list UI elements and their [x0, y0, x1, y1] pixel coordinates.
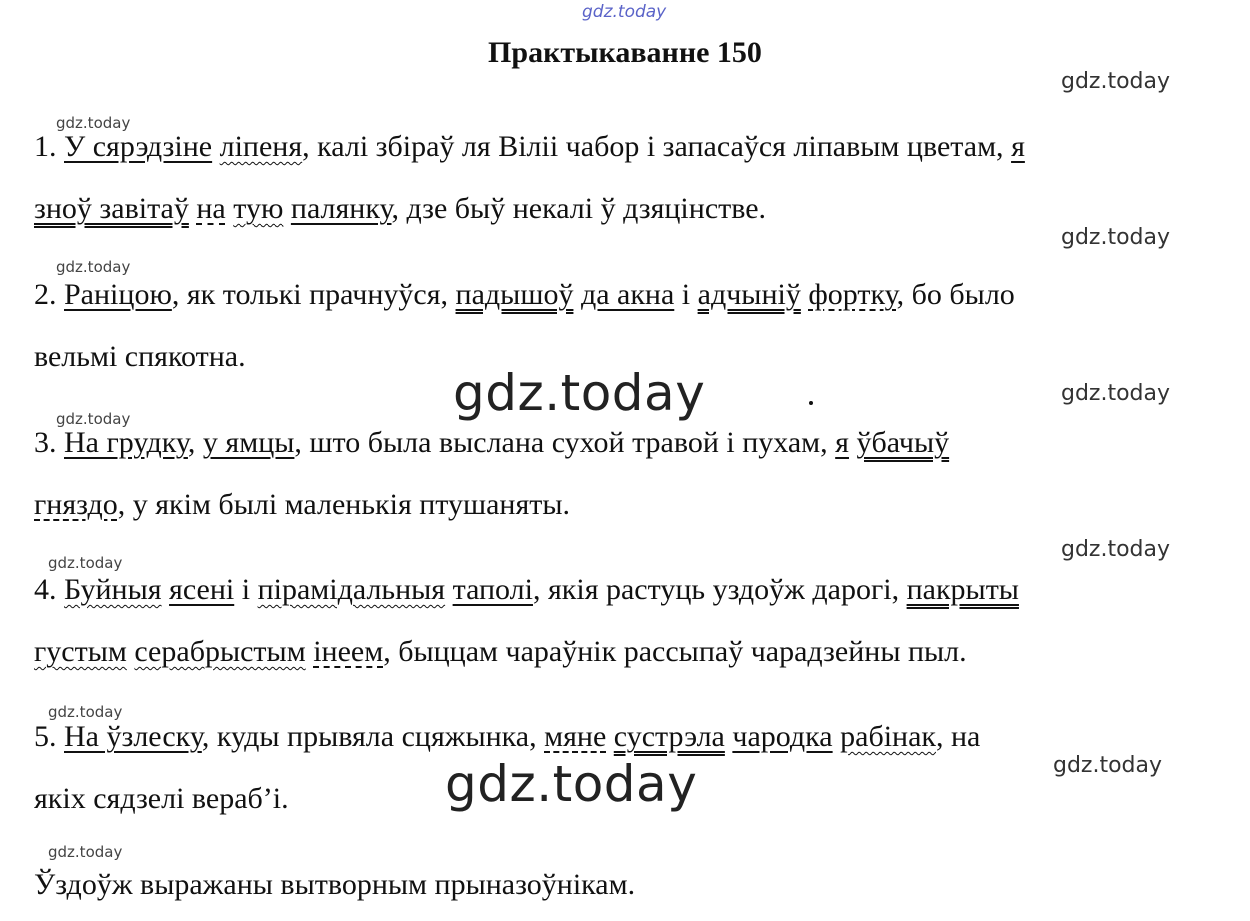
underlined-word: пакрыты [906, 573, 1019, 606]
underlined-word: падышоў [455, 278, 574, 311]
page-title: Практыкаванне 150 [488, 36, 762, 69]
text-line [34, 865, 635, 905]
underlined-word: інеем [313, 635, 384, 668]
underlined-word: палянку [290, 192, 392, 225]
text-line [34, 632, 967, 672]
underlined-word: адчыніў [697, 278, 801, 311]
underlined-word: пірамідальныя [257, 573, 446, 606]
watermark-small: gdz.today [48, 554, 123, 572]
underlined-word: На ўзлеску [64, 720, 202, 753]
text-line [34, 275, 1015, 315]
underlined-word: гняздо [34, 488, 118, 521]
text-segment [212, 130, 220, 163]
underlined-word: мяне [544, 720, 607, 753]
watermark-large: gdz.today [453, 364, 706, 422]
text-segment: , бо было [896, 278, 1015, 311]
text-segment: , калі збіраў ля Віліі чабор і запасаўся ліпавым цветам, [302, 130, 1012, 163]
text-segment [283, 192, 291, 225]
text-line [34, 423, 949, 463]
underlined-word: ясені [169, 573, 235, 606]
watermark-right: gdz.today [1061, 225, 1171, 250]
text-line [34, 485, 570, 525]
text-line [34, 570, 1019, 610]
watermark-large: gdz.today [445, 755, 698, 813]
underlined-word: чародка [732, 720, 833, 753]
text-segment [573, 278, 581, 311]
text-segment: , у якім былі маленькія птушаняты. [117, 488, 571, 521]
underlined-word: ўбачыў [856, 426, 950, 459]
text-segment: , што была выслана сухой травой і пухам, [294, 426, 836, 459]
underlined-word: На грудку [64, 426, 188, 459]
underlined-word: У сярэдзіне [64, 130, 213, 163]
text-segment: , быццам чараўнік рассыпаў чарадзейны пыл. [383, 635, 967, 668]
underlined-word: тую [233, 192, 284, 225]
text-segment: 5. [34, 720, 64, 753]
watermark-small: gdz.today [48, 843, 123, 861]
watermark-right: gdz.today [1061, 69, 1171, 94]
underlined-word: Раніцою [64, 278, 172, 311]
text-segment [606, 720, 614, 753]
underlined-word: серабрыстым [134, 635, 306, 668]
watermark-small: gdz.today [56, 114, 131, 132]
text-line [34, 779, 289, 819]
underlined-word: сустрэла [613, 720, 725, 753]
underlined-word: рабінак [840, 720, 936, 753]
underlined-word: Буйныя [64, 573, 162, 606]
text-segment: , на [935, 720, 981, 753]
text-segment [445, 573, 453, 606]
text-segment: і [234, 573, 258, 606]
watermark-top: gdz.today [582, 2, 667, 22]
watermark-small: gdz.today [56, 258, 131, 276]
watermark-right: gdz.today [1061, 537, 1171, 562]
text-line [34, 337, 246, 377]
text-segment: , [187, 426, 203, 459]
text-segment: вельмі спякотна. [34, 340, 246, 373]
watermark-small: gdz.today [56, 410, 131, 428]
text-segment: , куды прывяла сцяжынка, [201, 720, 545, 753]
underlined-word: ліпеня [219, 130, 303, 163]
watermark-right: gdz.today [1061, 381, 1171, 406]
underlined-word: зноў завітаў [34, 192, 189, 225]
underlined-word: у ямцы [202, 426, 295, 459]
text-segment: і [674, 278, 698, 311]
text-line [34, 189, 766, 229]
text-line [34, 127, 1025, 167]
text-segment: , дзе быў некалі ў дзяцінстве. [391, 192, 767, 225]
text-segment: 2. [34, 278, 64, 311]
text-segment: , як толькі прачнуўся, [171, 278, 456, 311]
text-segment [162, 573, 170, 606]
text-line [34, 717, 980, 757]
underlined-word: фортку [808, 278, 897, 311]
underlined-word: на [196, 192, 226, 225]
text-segment: Ўздоўж выражаны вытворным прыназоўнікам. [34, 868, 636, 901]
underlined-word: я [1011, 130, 1025, 163]
text-segment: 1. [34, 130, 64, 163]
text-segment: 3. [34, 426, 64, 459]
text-segment: 4. [34, 573, 64, 606]
underlined-word: густым [34, 635, 127, 668]
watermark-right: gdz.today [1053, 753, 1163, 778]
text-segment [833, 720, 841, 753]
underlined-word: таполі [452, 573, 533, 606]
stray-dot [809, 401, 813, 405]
text-segment: , якія растуць уздоўж дарогі, [532, 573, 907, 606]
watermark-small: gdz.today [48, 703, 123, 721]
text-segment: якіх сядзелі вераб’і. [34, 782, 289, 815]
underlined-word: я [835, 426, 849, 459]
underlined-word: да акна [580, 278, 675, 311]
